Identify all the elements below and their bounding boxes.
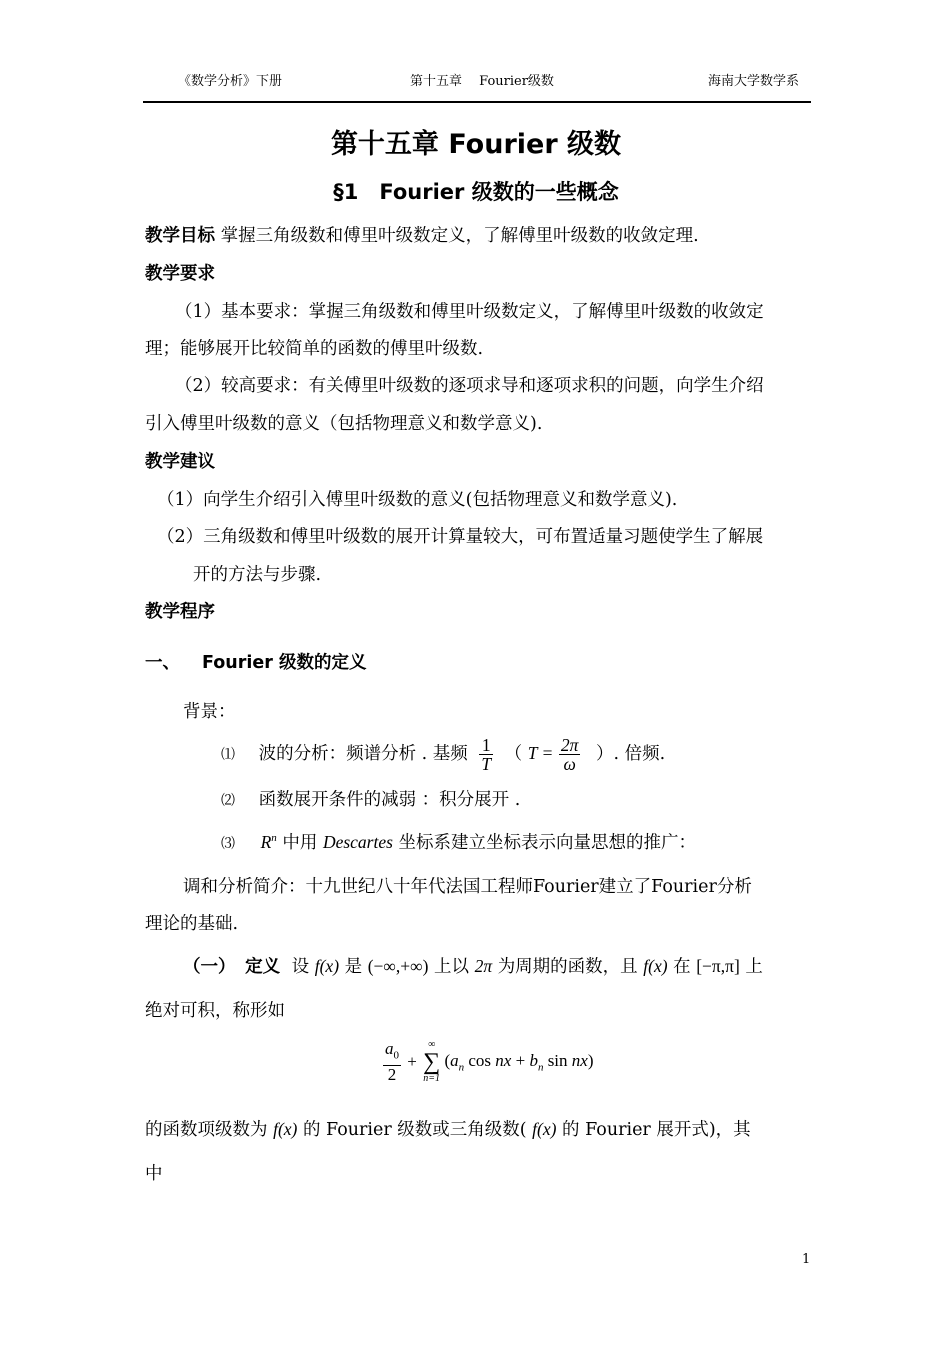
base-frequency-fraction: [479, 736, 493, 773]
def-interval: (−∞,+∞): [367, 956, 429, 976]
item3-R: R: [260, 832, 272, 852]
nx-2: nx: [571, 1050, 588, 1070]
sin-fn: sin: [547, 1050, 568, 1070]
item3-text1: 中用: [282, 833, 318, 853]
def-t2: 是: [344, 957, 363, 977]
frac-denominator: T: [481, 754, 492, 774]
sigma-top: ∞: [428, 1039, 436, 1050]
paren-open: (: [444, 1050, 451, 1070]
concl-t1: 的函数项级数为: [145, 1120, 268, 1140]
requirement-basic-line2: 理；能够展开比较简单的函数的傅里叶级数.: [145, 339, 484, 359]
definition-line2: 绝对可积，称形如: [145, 1001, 285, 1021]
def-t3: 上以: [434, 957, 469, 977]
requirements-label: 教学要求: [145, 264, 215, 284]
formula-plus: +: [407, 1052, 417, 1071]
suggestion-item2-line2: 开的方法与步骤.: [193, 565, 322, 585]
item3-sup: n: [271, 832, 277, 845]
bn-sub: n: [537, 1061, 544, 1074]
item3-text2: 坐标系建立坐标表示向量思想的推广：: [398, 833, 696, 853]
bn-symbol: b: [529, 1050, 538, 1070]
concl-t2: 的 Fourier 级数或三角级数(: [302, 1120, 527, 1140]
item3-descartes: Descartes: [322, 832, 393, 852]
sigma-bottom: n=1: [423, 1073, 441, 1084]
concl-fx: f(x): [273, 1119, 298, 1139]
period-T-equals: T =: [527, 743, 554, 763]
definition-line1: [183, 953, 763, 978]
a0-over-2: [383, 1040, 401, 1083]
suggestions-label: 教学建议: [145, 452, 215, 472]
chapter-title: 第十五章 Fourier 级数: [330, 129, 622, 160]
period-numerator: 2π: [560, 735, 579, 755]
def-period: 2π: [474, 956, 493, 976]
part1-title: Fourier 级数的定义: [202, 653, 367, 673]
harmonic-line2: 理论的基础.: [145, 914, 239, 934]
nx-1: nx: [495, 1050, 512, 1070]
objective-text: 掌握三角级数和傅里叶级数定义，了解傅里叶级数的收敛定理.: [220, 226, 699, 246]
frac-numerator: 1: [479, 736, 493, 755]
background-item1: [221, 730, 665, 776]
header-left: 《数学分析》下册: [178, 74, 283, 89]
background-item2: [221, 786, 520, 811]
sigma-symbol: ∑: [423, 1049, 441, 1075]
formula-plus2: +: [515, 1050, 526, 1070]
a0-sub: 0: [393, 1049, 399, 1062]
def-fx: f(x): [314, 956, 340, 976]
conclusion-line2: 中: [145, 1164, 163, 1184]
def-interval2: [−π,π]: [696, 956, 740, 976]
concl-t3: 的 Fourier 展开式)，其: [562, 1120, 751, 1140]
part1-number: 一、: [145, 653, 180, 673]
definition-label: 定义: [245, 957, 281, 977]
background-item3: [221, 829, 696, 854]
cos-fn: cos: [468, 1050, 492, 1070]
sigma-block: [423, 1040, 440, 1084]
item1-number: ⑴: [221, 747, 235, 763]
page-number: 1: [802, 1252, 811, 1267]
def-t4: 为周期的函数，且: [497, 957, 638, 977]
an-sub: n: [458, 1061, 465, 1074]
paren-close: ): [587, 1050, 594, 1070]
item2-text: 函数展开条件的减弱 ：积分展开 .: [258, 790, 521, 810]
suggestion-item2-line1: （2）三角级数和傅里叶级数的展开计算量较大，可布置适量习题使学生了解展: [157, 527, 764, 547]
item1-tail: ）. 倍频.: [596, 744, 666, 764]
item1-text: 波的分析：频谱分析 . 基频: [258, 744, 468, 764]
def-t5: 在: [673, 957, 691, 977]
def-t6: 上: [745, 957, 763, 977]
item3-number: ⑶: [221, 836, 235, 852]
conclusion-line1: [145, 1116, 751, 1141]
fourier-series-formula: [383, 1040, 594, 1092]
def-t1: 设: [291, 957, 310, 977]
period-denominator: ω: [563, 754, 576, 774]
harmonic-line1: 调和分析简介：十九世纪八十年代法国工程师Fourier建立了Fourier分析: [183, 877, 752, 897]
requirement-basic-line1: （1）基本要求：掌握三角级数和傅里叶级数定义，了解傅里叶级数的收敛定: [175, 302, 764, 322]
two: 2: [387, 1064, 397, 1084]
requirement-advanced-line1: （2）较高要求：有关傅里叶级数的逐项求导和逐项求积的问题，向学生介绍: [175, 376, 764, 396]
an-symbol: a: [450, 1050, 459, 1070]
def-fx2: f(x): [643, 956, 668, 976]
item1-paren-open: （: [504, 744, 523, 764]
objective-label: 教学目标: [145, 226, 215, 246]
concl-fx2: f(x): [532, 1119, 557, 1139]
formula-body: [444, 1050, 594, 1074]
section-title: §1 Fourier 级数的一些概念: [333, 180, 619, 204]
procedure-label: 教学程序: [145, 602, 215, 622]
definition-number: （一）: [183, 957, 236, 977]
item2-number: ⑵: [221, 793, 235, 809]
suggestion-item1: （1）向学生介绍引入傅里叶级数的意义(包括物理意义和数学意义).: [157, 490, 678, 510]
requirement-advanced-line2: 引入傅里叶级数的意义（包括物理意义和数学意义).: [145, 414, 543, 434]
header-center: 第十五章 Fourier级数: [410, 74, 554, 89]
period-fraction: [559, 736, 581, 773]
objective-paragraph: [145, 222, 699, 247]
background-label: 背景：: [183, 702, 236, 722]
header-right: 海南大学数学系: [708, 74, 800, 89]
a0-symbol: a: [385, 1039, 394, 1059]
header-rule: [143, 101, 811, 103]
